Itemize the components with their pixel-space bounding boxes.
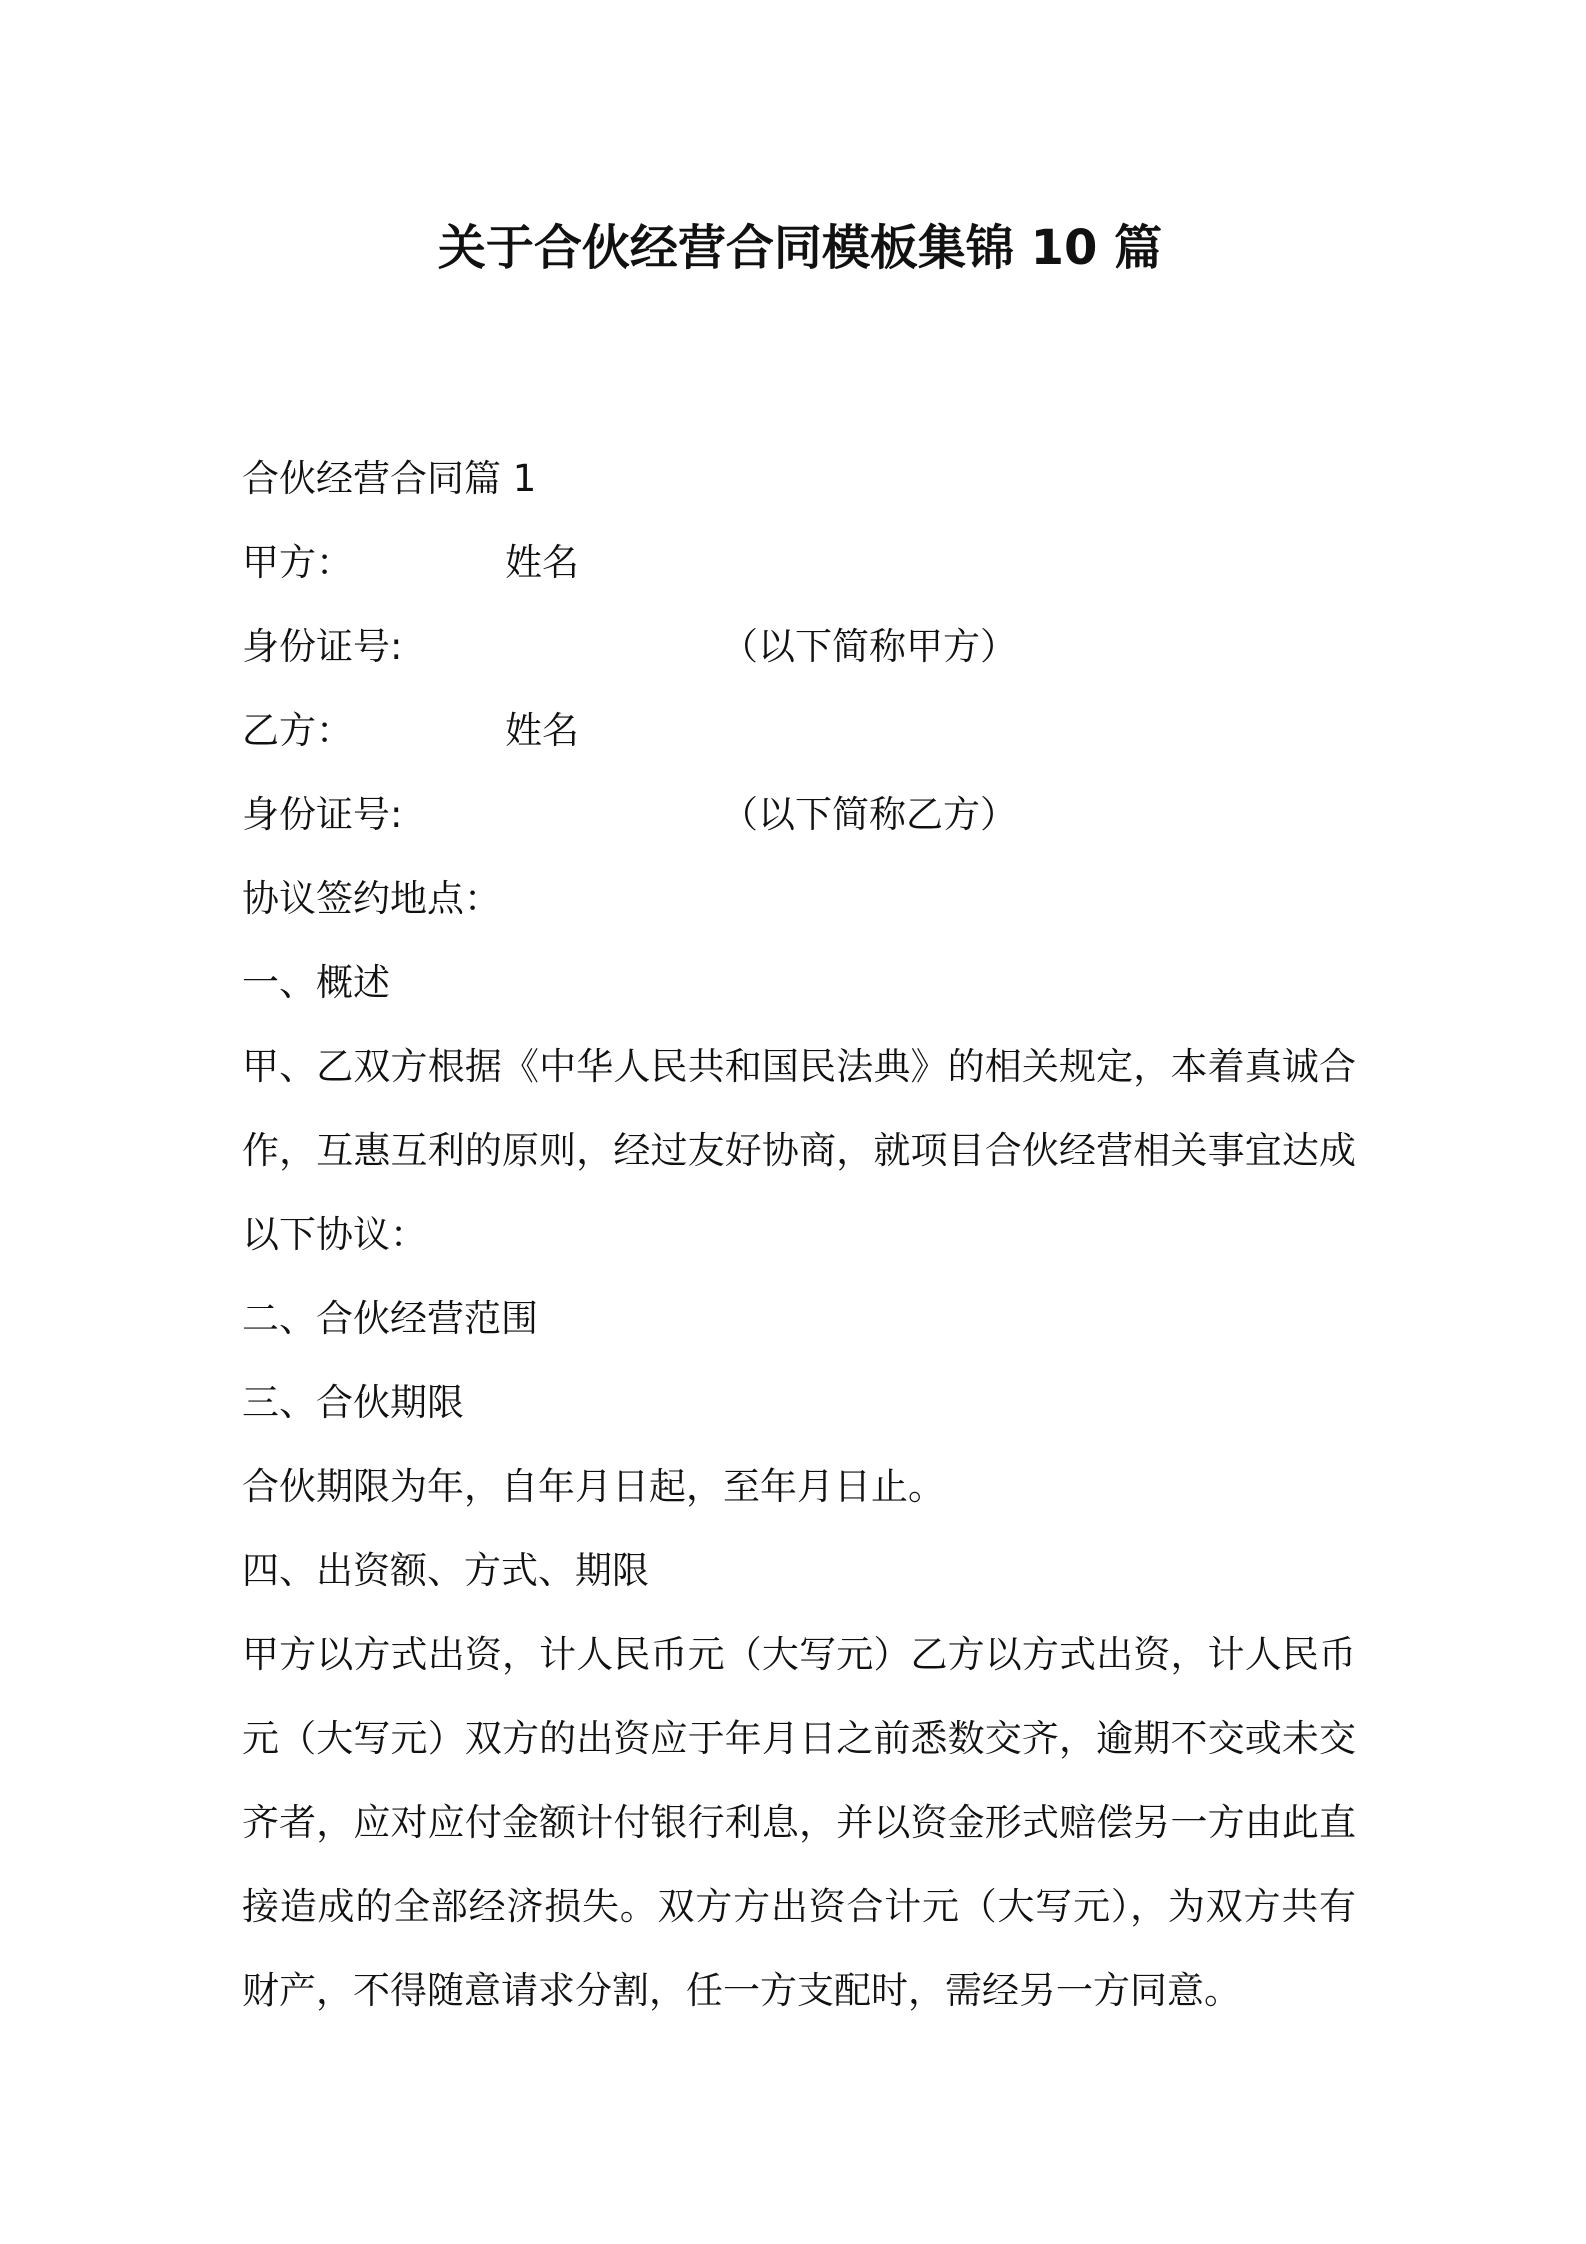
party-a-name: 姓名 bbox=[505, 541, 579, 584]
party-a-id-row bbox=[242, 605, 1356, 689]
party-a-label: 甲方： bbox=[242, 541, 353, 584]
overview-heading: 一、概述 bbox=[242, 961, 390, 1004]
overview-paragraph: 甲、乙双方根据《中华人民共和国民法典》的相关规定，本着真诚合作，互惠互利的原则，经过友好协商，就项目合伙经营相关事宜达成以下协议： bbox=[242, 1045, 1356, 1256]
party-b-id-note: （以下简称乙方） bbox=[721, 793, 1017, 836]
document-body bbox=[242, 437, 1356, 2033]
term-paragraph: 合伙期限为年，自年月日起，至年月日止。 bbox=[242, 1465, 945, 1508]
party-b-id-label: 身份证号: bbox=[242, 793, 403, 836]
capital-paragraph: 甲方以方式出资，计人民币元（大写元）乙方以方式出资，计人民币元（大写元）双方的出资应于年月日之前悉数交齐，逾期不交或未交齐者，应对应付金额计付银行利息，并以资金形式赔偿另一方由此直接造成的全部经济损失。双方方出资合计元（大写元），为双方共有财产，不得随意请求分割，任一方支配时，需经另一方同意。 bbox=[242, 1633, 1356, 2012]
section-heading: 合伙经营合同篇 1 bbox=[242, 457, 537, 500]
party-a-id-note: （以下简称甲方） bbox=[721, 625, 1017, 668]
party-a-id-label: 身份证号: bbox=[242, 625, 403, 668]
capital-heading: 四、出资额、方式、期限 bbox=[242, 1549, 649, 1592]
party-b-row bbox=[242, 689, 1356, 773]
scope-heading: 二、合伙经营范围 bbox=[242, 1297, 538, 1340]
party-b-name: 姓名 bbox=[505, 709, 579, 752]
party-a-row bbox=[242, 521, 1356, 605]
document-title: 关于合伙经营合同模板集锦 10 篇 bbox=[437, 220, 1163, 276]
party-b-id-row bbox=[242, 773, 1356, 857]
signing-place: 协议签约地点： bbox=[242, 877, 501, 920]
term-heading: 三、合伙期限 bbox=[242, 1381, 464, 1424]
party-b-label: 乙方： bbox=[242, 709, 353, 752]
